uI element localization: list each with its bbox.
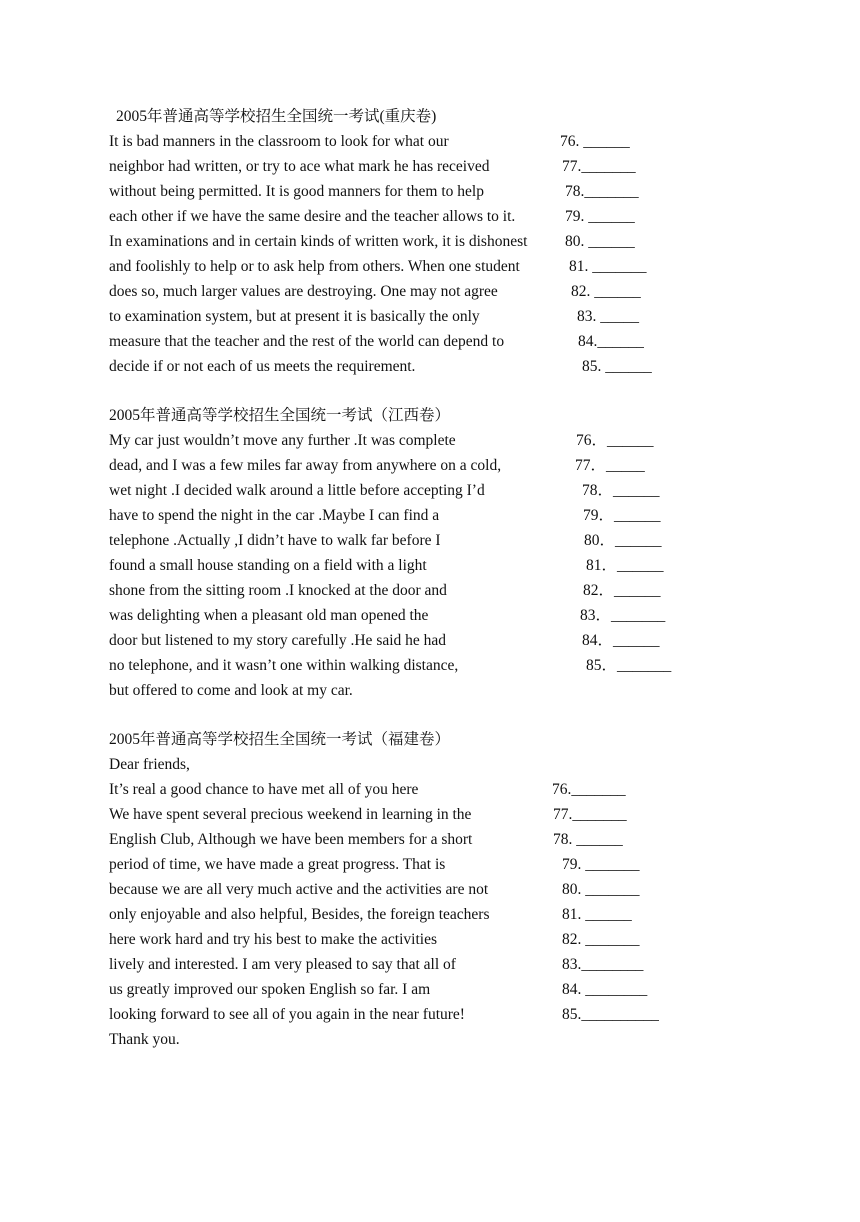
answer-blank: 78. ______ [553, 831, 623, 848]
answer-blank: 79. _______ [562, 856, 640, 873]
passage-line: English Club, Although we have been members for a short [109, 831, 473, 848]
answer-blank: 80．______ [584, 532, 662, 549]
answer-blank: 79．______ [583, 507, 661, 524]
passage-line: dead, and I was a few miles far away from anywhere on a cold, [109, 457, 502, 474]
answer-blank: 81. _______ [569, 258, 647, 275]
answer-blank: 77._______ [553, 806, 627, 823]
passage-line: Thank you. [109, 1031, 180, 1048]
passage-line: In examinations and in certain kinds of written work, it is dishonest [109, 233, 528, 250]
answer-blank: 79. ______ [565, 208, 635, 225]
passage-line: and foolishly to help or to ask help from others. When one student [109, 258, 520, 275]
answer-blank: 80. _______ [562, 881, 640, 898]
answer-blank: 85. ______ [582, 358, 652, 375]
section-title: 2005年普通高等学校招生全国统一考试(重庆卷) [116, 108, 437, 125]
passage-line: only enjoyable and also helpful, Besides, the foreign teachers [109, 906, 490, 923]
answer-blank: 83．_______ [580, 607, 666, 624]
answer-blank: 76._______ [552, 781, 626, 798]
passage-line: no telephone, and it wasn’t one within walking distance, [109, 657, 459, 674]
answer-blank: 77._______ [562, 158, 636, 175]
answer-blank: 82. _______ [562, 931, 640, 948]
answer-blank: 84．______ [582, 632, 660, 649]
passage-line: It’s real a good chance to have met all of you here [109, 781, 419, 798]
answer-blank: 77．_____ [575, 457, 645, 474]
passage-line: have to spend the night in the car .Maybe I can find a [109, 507, 440, 524]
passage-line: each other if we have the same desire and the teacher allows to it. [109, 208, 516, 225]
passage-line: found a small house standing on a field with a light [109, 557, 427, 574]
answer-blank: 76. ______ [560, 133, 630, 150]
answer-blank: 78._______ [565, 183, 639, 200]
answer-blank: 78．______ [582, 482, 660, 499]
answer-blank: 83.________ [562, 956, 644, 973]
answer-blank: 85．_______ [586, 657, 672, 674]
answer-blank: 84. ________ [562, 981, 648, 998]
answer-blank: 81．______ [586, 557, 664, 574]
passage-line: wet night .I decided walk around a little before accepting I’d [109, 482, 485, 499]
passage-line: It is bad manners in the classroom to look for what our [109, 133, 449, 150]
answer-blank: 82. ______ [571, 283, 641, 300]
passage-line: door but listened to my story carefully .He said he had [109, 632, 447, 649]
passage-line: shone from the sitting room .I knocked at the door and [109, 582, 447, 599]
passage-line: measure that the teacher and the rest of the world can depend to [109, 333, 505, 350]
answer-blank: 85.__________ [562, 1006, 659, 1023]
passage-line: to examination system, but at present it is basically the only [109, 308, 480, 325]
answer-blank: 83. _____ [577, 308, 639, 325]
passage-line: We have spent several precious weekend in learning in the [109, 806, 472, 823]
passage-line: period of time, we have made a great progress. That is [109, 856, 446, 873]
passage-line: here work hard and try his best to make the activities [109, 931, 437, 948]
answer-blank: 84.______ [578, 333, 644, 350]
passage-line: Dear friends, [109, 756, 190, 773]
passage-line: does so, much larger values are destroying. One may not agree [109, 283, 498, 300]
passage-line: was delighting when a pleasant old man opened the [109, 607, 429, 624]
section-title: 2005年普通高等学校招生全国统一考试（江西卷） [109, 407, 451, 424]
passage-line: decide if or not each of us meets the requirement. [109, 358, 416, 375]
passage-line: but offered to come and look at my car. [109, 682, 353, 699]
answer-blank: 80. ______ [565, 233, 635, 250]
section-title: 2005年普通高等学校招生全国统一考试（福建卷） [109, 731, 451, 748]
passage-line: neighbor had written, or try to ace what mark he has received [109, 158, 490, 175]
answer-blank: 81. ______ [562, 906, 632, 923]
passage-line: without being permitted. It is good manners for them to help [109, 183, 484, 200]
passage-line: telephone .Actually ,I didn’t have to walk far before I [109, 532, 441, 549]
passage-line: us greatly improved our spoken English so far. I am [109, 981, 431, 998]
answer-blank: 82．______ [583, 582, 661, 599]
passage-line: My car just wouldn’t move any further .It was complete [109, 432, 456, 449]
passage-line: looking forward to see all of you again in the near future! [109, 1006, 465, 1023]
passage-line: lively and interested. I am very pleased to say that all of [109, 956, 456, 973]
answer-blank: 76．______ [576, 432, 654, 449]
passage-line: because we are all very much active and the activities are not [109, 881, 489, 898]
